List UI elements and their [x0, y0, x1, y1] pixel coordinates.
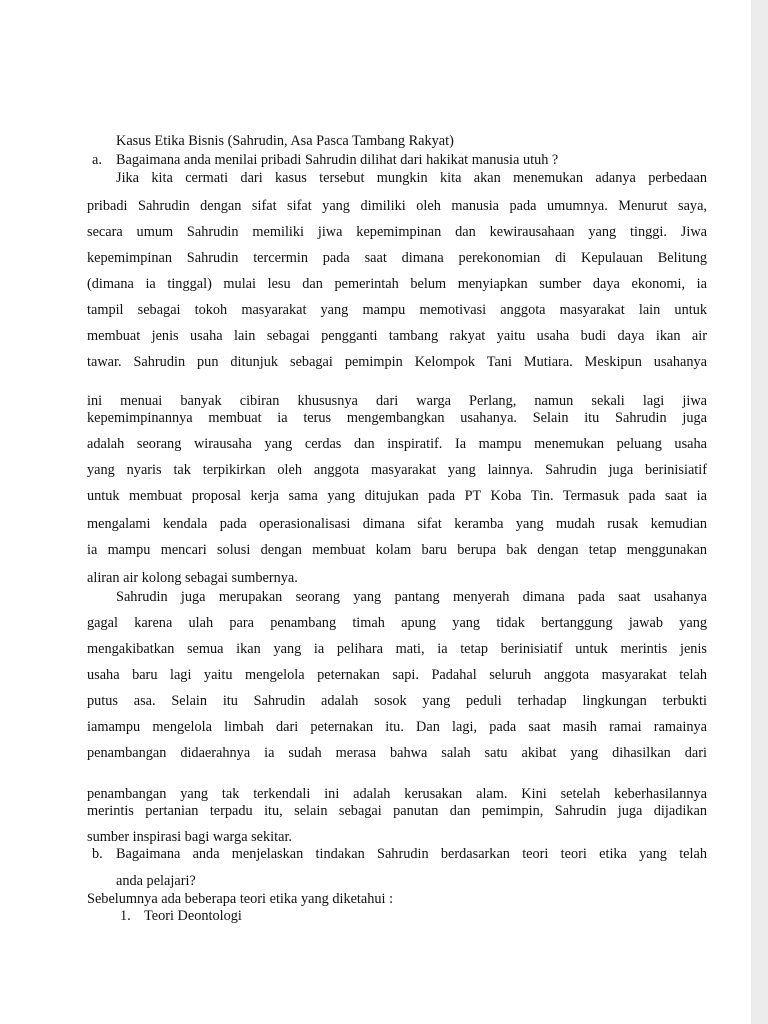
- intro-b-text: Sebelumnya ada beberapa teori etika yang diketahui :: [87, 891, 394, 907]
- answer-a-line: Sahrudin juga merupakan seorang yang pantang menyerah dimana pada saat usahanya: [116, 589, 707, 605]
- answer-a-line: untuk membuat proposal kerja sama yang ditujukan pada PT Koba Tin. Termasuk pada saat ia: [87, 488, 707, 504]
- answer-a-line: yang nyaris tak terpikirkan oleh anggota masyarakat yang lainnya. Sahrudin juga berinisiatif: [87, 462, 707, 478]
- answer-a-line: kepemimpinan Sahrudin tercermin pada saat dimana perekonomian di Kepulauan Belitung: [87, 250, 707, 266]
- question-a-marker: a.: [92, 152, 102, 168]
- document-title: Kasus Etika Bisnis (Sahrudin, Asa Pasca Tambang Rakyat): [116, 133, 454, 149]
- answer-a-line: kepemimpinannya membuat ia terus mengembangkan usahanya. Selain itu Sahrudin juga: [87, 410, 707, 426]
- answer-a-line: (dimana ia tinggal) mulai lesu dan pemerintah belum menyiapkan sumber daya ekonomi, ia: [87, 276, 707, 292]
- answer-a-line: usaha baru lagi yaitu mengelola peternakan sapi. Padahal seluruh anggota masyarakat telah: [87, 667, 707, 683]
- answer-a-line: tampil sebagai tokoh masyarakat yang mampu memotivasi anggota masyarakat lain untuk: [87, 302, 707, 318]
- list-item-marker: 1.: [120, 908, 131, 924]
- question-a-text: Bagaimana anda menilai pribadi Sahrudin dilihat dari hakikat manusia utuh ?: [116, 152, 559, 168]
- question-b-line-1: Bagaimana anda menjelaskan tindakan Sahrudin berdasarkan teori teori etika yang telah: [116, 846, 707, 862]
- answer-a-line: ini menuai banyak cibiran khususnya dari warga Perlang, namun sekali lagi jiwa: [87, 393, 707, 409]
- answer-a-line: sumber inspirasi bagi warga sekitar.: [87, 829, 293, 845]
- answer-a-line: pribadi Sahrudin dengan sifat sifat yang dimiliki oleh manusia pada umumnya. Menurut saya,: [87, 198, 707, 214]
- answer-a-line: gagal karena ulah para penambang timah apung yang tidak bertanggung jawab yang: [87, 615, 707, 631]
- answer-a-line: penambangan yang tak terkendali ini adalah kerusakan alam. Kini setelah keberhasilannya: [87, 786, 707, 802]
- answer-a-line: Jika kita cermati dari kasus tersebut mungkin kita akan menemukan adanya perbedaan: [116, 170, 707, 186]
- answer-a-line: mengalami kendala pada operasionalisasi dimana sifat keramba yang mudah rusak kemudian: [87, 516, 707, 532]
- question-b-marker: b.: [92, 846, 103, 862]
- answer-a-line: aliran air kolong sebagai sumbernya.: [87, 570, 298, 586]
- answer-a-line: secara umum Sahrudin memiliki jiwa kepemimpinan dan kewirausahaan yang tinggi. Jiwa: [87, 224, 707, 240]
- scroll-gutter: [751, 0, 768, 1024]
- answer-a-line: merintis pertanian terpadu itu, selain sebagai panutan dan pemimpin, Sahrudin juga dijadikan: [87, 803, 707, 819]
- answer-a-line: membuat jenis usaha lain sebagai pengganti tambang rakyat yaitu usaha budi daya ikan air: [87, 328, 707, 344]
- answer-a-line: ia mampu mencari solusi dengan membuat kolam baru berupa bak dengan tetap menggunakan: [87, 542, 707, 558]
- answer-a-line: adalah seorang wirausaha yang cerdas dan inspiratif. Ia mampu menemukan peluang usaha: [87, 436, 707, 452]
- question-b-line-2: anda pelajari?: [116, 873, 196, 889]
- answer-a-line: penambangan didaerahnya ia sudah merasa bahwa salah satu akibat yang dihasilkan dari: [87, 745, 707, 761]
- answer-a-line: tawar. Sahrudin pun ditunjuk sebagai pemimpin Kelompok Tani Mutiara. Meskipun usahanya: [87, 354, 707, 370]
- answer-a-line: putus asa. Selain itu Sahrudin adalah sosok yang peduli terhadap lingkungan terbukti: [87, 693, 707, 709]
- answer-a-line: mengakibatkan semua ikan yang ia pelihara mati, ia tetap berinisiatif untuk merintis jenis: [87, 641, 707, 657]
- list-item-text: Teori Deontologi: [144, 908, 242, 924]
- answer-a-line: iamampu mengelola limbah dari peternakan itu. Dan lagi, pada saat masih ramai ramainya: [87, 719, 707, 735]
